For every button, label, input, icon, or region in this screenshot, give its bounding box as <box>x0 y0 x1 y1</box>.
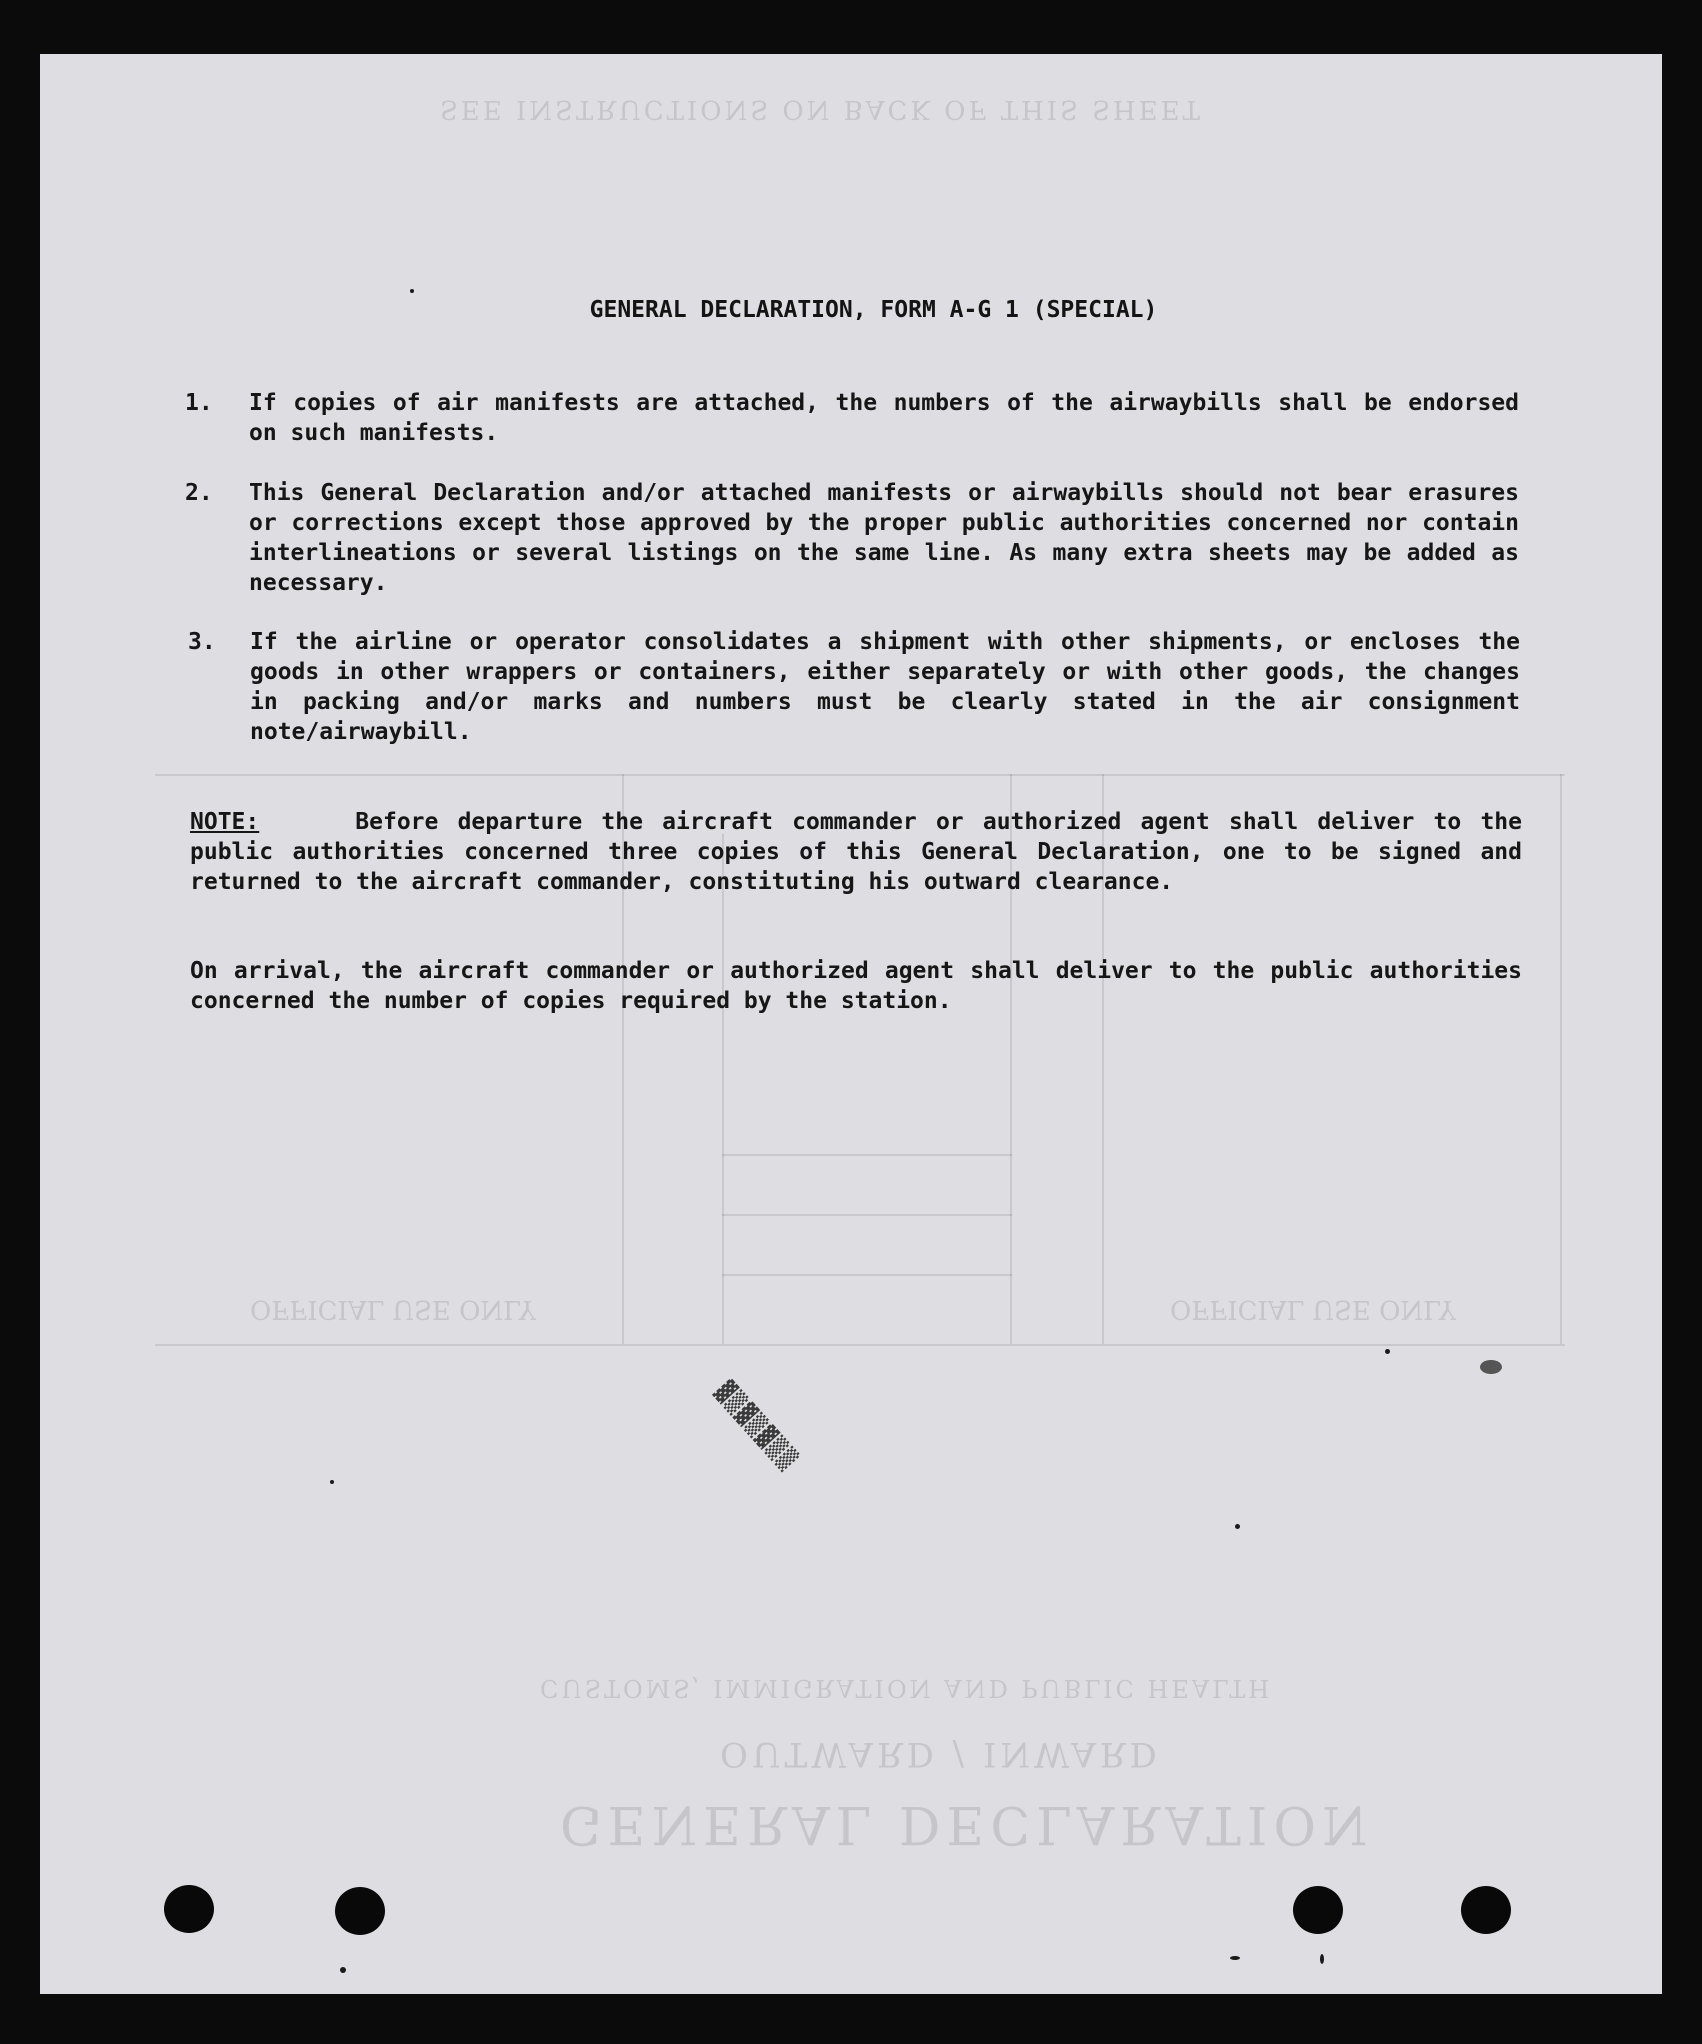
instruction-item-3 <box>188 627 1528 747</box>
ink-speck <box>1320 1954 1324 1964</box>
document-sheet <box>40 54 1662 1994</box>
bleed-through-text: OFFICIAL USE ONLY <box>1170 1294 1456 1324</box>
punch-hole-icon <box>164 1885 214 1933</box>
punch-hole-icon <box>1293 1886 1343 1934</box>
ink-speck <box>410 289 414 293</box>
note-text: Before departure the aircraft commander or authorized agent shall deliver to the public authorities concerned three copies of this General Declaration, one to be signed and returned to the aircraft commander, constituting his outward clearance. <box>190 809 1522 895</box>
instruction-item-2 <box>185 478 1525 598</box>
page-title: GENERAL DECLARATION, FORM A-G 1 (SPECIAL) <box>589 297 1158 323</box>
bleed-through-rule <box>722 834 724 1344</box>
ink-speck <box>330 1480 334 1484</box>
item-number: 2. <box>185 480 213 506</box>
bleed-through-rule <box>155 1344 1565 1346</box>
ink-speck <box>1480 1360 1502 1374</box>
arrival-paragraph: On arrival, the aircraft commander or authorized agent shall deliver to the public authorities concerned the number of copies required by the station. <box>190 958 1522 1014</box>
bleed-through-rule <box>155 774 1565 776</box>
instruction-item-1 <box>185 388 1525 448</box>
ink-speck <box>1385 1349 1390 1354</box>
bleed-through-rule <box>722 1154 1012 1156</box>
bleed-through-rule <box>722 1274 1012 1276</box>
item-text: If copies of air manifests are attached, the numbers of the airwaybills shall be endorsed on such manifests. <box>249 390 1519 446</box>
bleed-through-text: GENERAL DECLARATION <box>560 1794 1374 1854</box>
smudged-stamp: ▓▒▓▒▓▒▒ <box>711 1378 802 1475</box>
punch-hole-icon <box>335 1887 385 1935</box>
bleed-through-text: SEE INSTRUCTIONS ON BACK OF THIS SHEET <box>440 94 1203 124</box>
punch-hole-icon <box>1461 1886 1511 1934</box>
item-text: This General Declaration and/or attached manifests or airwaybills should not bear erasures or corrections except those approved by the proper public authorities concerned nor contain interlineations or several listings on the same line. As many extra sheets may be added as necessary. <box>249 480 1519 596</box>
ink-speck <box>1230 1956 1240 1960</box>
note-label: NOTE: <box>190 809 260 835</box>
bleed-through-rule <box>1560 774 1562 1344</box>
bleed-through-text: CUSTOMS, IMMIGRATION AND PUBLIC HEALTH <box>540 1674 1273 1702</box>
item-number: 3. <box>188 629 216 655</box>
bleed-through-text: OUTWARD / INWARD <box>720 1734 1161 1774</box>
bleed-through-text: OFFICIAL USE ONLY <box>250 1294 536 1324</box>
ink-speck <box>1235 1524 1240 1529</box>
ink-speck <box>340 1967 346 1973</box>
item-number: 1. <box>185 390 213 416</box>
note-paragraph <box>190 807 1522 897</box>
bleed-through-rule <box>722 1214 1012 1216</box>
item-text: If the airline or operator consolidates a shipment with other shipments, or encloses the goods in other wrappers or containers, either separately or with other goods, the changes in packing and/or marks and numbers must be clearly stated in the air consignment note/airwaybill. <box>250 629 1520 745</box>
